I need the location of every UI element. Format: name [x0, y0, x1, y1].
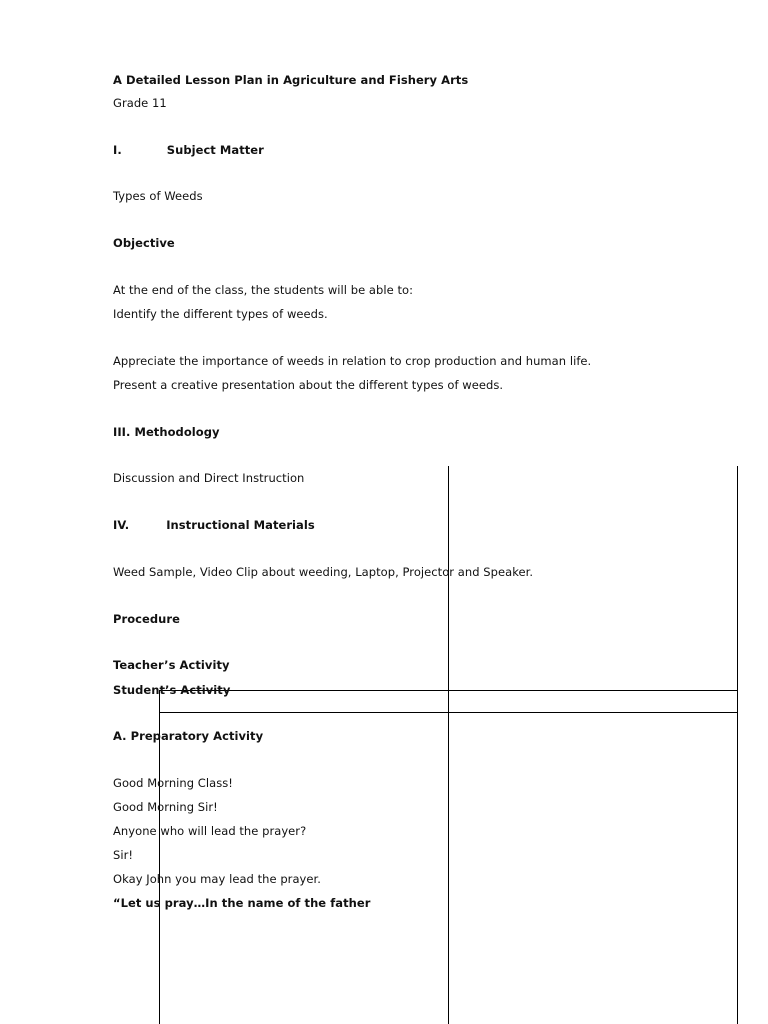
objective-item: Identify the different types of weeds.: [113, 307, 328, 321]
teacher-activity-header: Teacher’s Activity: [113, 658, 230, 672]
document-title: A Detailed Lesson Plan in Agriculture and Fishery Arts: [113, 73, 469, 87]
prayer-line: “Let us pray…In the name of the father: [113, 896, 371, 910]
dialogue-line: Anyone who will lead the prayer?: [113, 824, 307, 838]
objective-heading: Objective: [113, 236, 175, 250]
preparatory-heading: A. Preparatory Activity: [113, 729, 264, 743]
objective-item: Appreciate the importance of weeds in relation to crop production and human life.: [113, 354, 592, 368]
table-header-top-border: [159, 690, 738, 691]
objectives-intro: At the end of the class, the students will be able to:: [113, 283, 414, 297]
procedure-heading: Procedure: [113, 612, 180, 626]
dialogue-line: Okay John you may lead the prayer.: [113, 872, 321, 886]
dialogue-line: Good Morning Sir!: [113, 800, 218, 814]
section-instructional-materials: [113, 517, 315, 533]
section-subject-matter: [113, 142, 264, 158]
section-number: IV.: [113, 518, 130, 532]
methodology-heading: III. Methodology: [113, 425, 220, 439]
objective-item: Present a creative presentation about the different types of weeds.: [113, 378, 504, 392]
materials-text: Weed Sample, Video Clip about weeding, Laptop, Projector and Speaker.: [113, 565, 534, 579]
grade-level: Grade 11: [113, 96, 167, 110]
student-activity-header: Student’s Activity: [113, 683, 231, 697]
subject-text: Types of Weeds: [113, 189, 203, 203]
table-middle-border: [448, 466, 449, 1024]
dialogue-line: Good Morning Class!: [113, 776, 233, 790]
section-heading: Instructional Materials: [166, 518, 315, 532]
table-header-bottom-border: [159, 712, 738, 713]
methodology-text: Discussion and Direct Instruction: [113, 471, 305, 485]
table-right-border: [737, 466, 738, 1024]
dialogue-line: Sir!: [113, 848, 134, 862]
section-number: I.: [113, 143, 122, 157]
section-heading: Subject Matter: [166, 143, 264, 157]
